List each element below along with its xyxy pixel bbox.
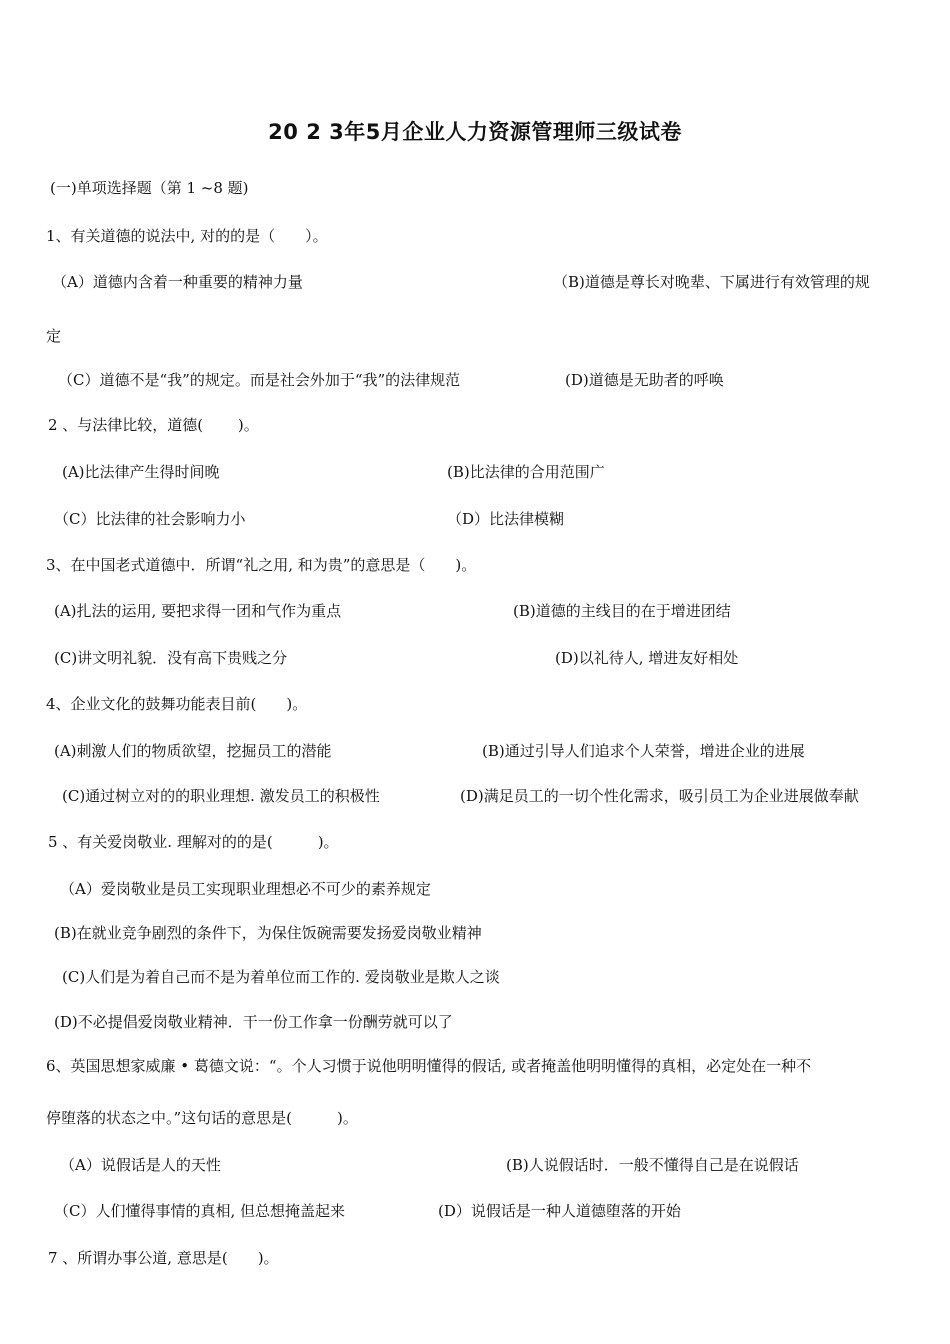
- question-2-option-c: （C）比法律的社会影响力小: [54, 510, 246, 528]
- question-6-option-a: （A）说假话是人的天性: [60, 1156, 221, 1174]
- question-2-stem: 2 、与法律比较，道德( )。: [48, 416, 259, 434]
- section-heading: (一)单项选择题（第 1 ~8 题): [50, 179, 249, 197]
- question-1-option-b-continued: 定: [46, 327, 62, 345]
- question-1-stem: 1、有关道德的说法中, 对的的是（ ）。: [46, 227, 328, 245]
- question-4-option-d: (D)满足员工的一切个性化需求，吸引员工为企业进展做奉献: [460, 787, 859, 805]
- question-5-option-d: (D)不必提倡爱岗敬业精神．干一份工作拿一份酬劳就可以了: [54, 1013, 453, 1031]
- question-6-stem: 6、英国思想家威廉 • 葛德文说：“。个人习惯于说他明明懂得的假话, 或者掩盖他明明懂得的真相，必定处在一种不: [46, 1057, 812, 1075]
- question-3-option-c: (C)讲文明礼貌．没有高下贵贱之分: [54, 649, 288, 667]
- question-3-stem: 3、在中国老式道德中．所谓“礼之用, 和为贵”的意思是（ )。: [46, 556, 477, 574]
- question-1-option-c: （C）道德不是“我”的规定。而是社会外加于“我”的法律规范: [58, 371, 461, 389]
- question-5-option-b: (B)在就业竞争剧烈的条件下，为保住饭碗需要发扬爱岗敬业精神: [54, 924, 482, 942]
- question-6-option-c: （C）人们懂得事情的真相, 但总想掩盖起来: [54, 1202, 346, 1220]
- question-4-option-c: (C)通过树立对的的职业理想. 激发员工的积极性: [62, 787, 380, 805]
- question-1-option-d: (D)道德是无助者的呼唤: [565, 371, 724, 389]
- question-2-option-b: (B)比法律的合用范围广: [447, 463, 605, 481]
- question-5-option-c: (C)人们是为着自己而不是为着单位而工作的. 爱岗敬业是欺人之谈: [62, 968, 500, 986]
- question-5-option-a: （A）爱岗敬业是员工实现职业理想必不可少的素养规定: [60, 880, 431, 898]
- question-5-stem: 5 、有关爱岗敬业. 理解对的的是( )。: [48, 833, 339, 851]
- question-3-option-b: (B)道德的主线目的在于增进团结: [513, 602, 731, 620]
- question-7-stem: 7 、所谓办事公道, 意思是( )。: [48, 1249, 279, 1267]
- question-4-stem: 4、企业文化的鼓舞功能表目前( )。: [46, 695, 308, 713]
- question-1-option-b: （B)道德是尊长对晚辈、下属进行有效管理的规: [553, 273, 870, 291]
- question-6-option-d: (D）说假话是一种人道德堕落的开始: [438, 1202, 681, 1220]
- question-4-option-b: (B)通过引导人们追求个人荣誉，增进企业的进展: [482, 742, 805, 760]
- question-6-option-b: (B)人说假话时．一般不懂得自己是在说假话: [506, 1156, 799, 1174]
- question-6-stem-continued: 停堕落的状态之中。”这句话的意思是( )。: [46, 1109, 358, 1127]
- question-2-option-a: (A)比法律产生得时间晚: [62, 463, 220, 481]
- question-3-option-a: (A)扎法的运用, 要把求得一团和气作为重点: [54, 602, 342, 620]
- question-1-option-a: （A）道德内含着一种重要的精神力量: [52, 273, 303, 291]
- question-4-option-a: (A)刺激人们的物质欲望，挖掘员工的潜能: [54, 742, 332, 760]
- question-2-option-d: （D）比法律模糊: [447, 510, 565, 528]
- question-3-option-d: (D)以礼待人, 增进友好相处: [555, 649, 739, 667]
- exam-title: 20 2 3年5月企业人力资源管理师三级试卷: [268, 120, 682, 144]
